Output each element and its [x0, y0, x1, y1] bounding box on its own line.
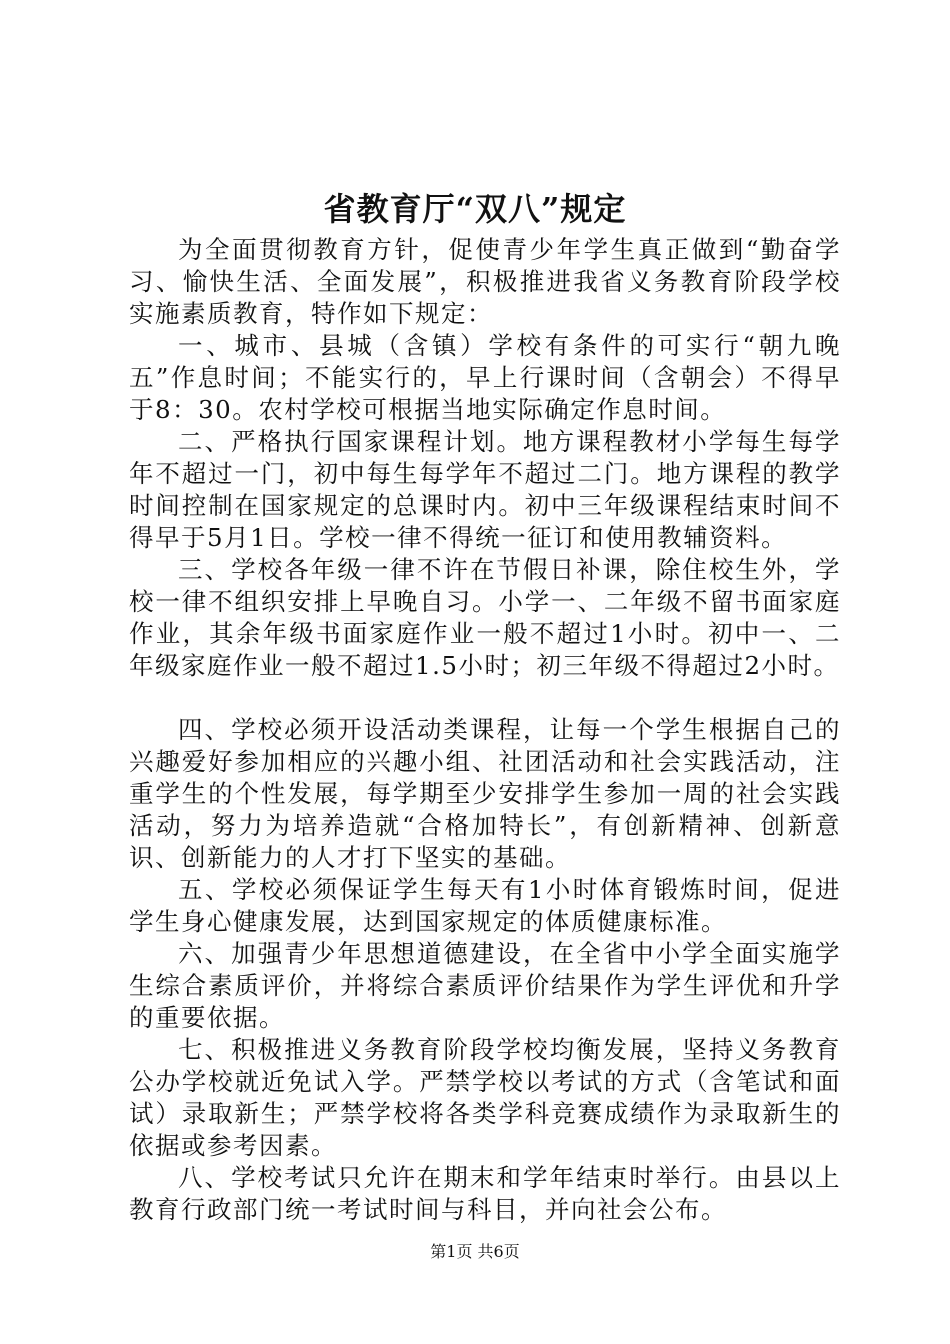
intro-paragraph: 为全面贯彻教育方针，促使青少年学生真正做到“勤奋学习、愉快生活、全面发展”，积极推进我省义务教育阶段学校实施素质教育，特作如下规定： [129, 235, 841, 328]
rule-paragraph-4: 四、学校必须开设活动类课程，让每一个学生根据自己的兴趣爱好参加相应的兴趣小组、社团活动和社会实践活动，注重学生的个性发展，每学期至少安排学生参加一周的社会实践活动，努力为培养造就“合格加特长”，有创新精神、创新意识、创新能力的人才打下坚实的基础。 [129, 715, 841, 872]
rule-paragraph-7: 七、积极推进义务教育阶段学校均衡发展，坚持义务教育公办学校就近免试入学。严禁学校以考试的方式（含笔试和面试）录取新生；严禁学校将各类学科竞赛成绩作为录取新生的依据或参考因素。 [129, 1035, 841, 1160]
rule-paragraph-8: 八、学校考试只允许在期末和学年结束时举行。由县以上教育行政部门统一考试时间与科目，并向社会公布。 [129, 1163, 841, 1224]
page-footer: 第1页 共6页 [430, 1242, 520, 1261]
document-body [129, 234, 841, 1226]
rule-paragraph-6: 六、加强青少年思想道德建设，在全省中小学全面实施学生综合素质评价，并将综合素质评价结果作为学生评优和升学的重要依据。 [129, 939, 841, 1032]
rule-paragraph-1: 一、城市、县城（含镇）学校有条件的可实行“朝九晚五”作息时间；不能实行的，早上行课时间（含朝会）不得早于8：30。农村学校可根据当地实际确定作息时间。 [129, 331, 841, 424]
document-title: 省教育厅“双八”规定 [323, 190, 627, 228]
rule-paragraph-5: 五、学校必须保证学生每天有1小时体育锻炼时间，促进学生身心健康发展，达到国家规定的体质健康标准。 [129, 875, 841, 936]
rule-paragraph-2: 二、严格执行国家课程计划。地方课程教材小学每生每学年不超过一门，初中每生每学年不超过二门。地方课程的教学时间控制在国家规定的总课时内。初中三年级课程结束时间不得早于5月1日。学校一律不得统一征订和使用教辅资料。 [129, 427, 841, 552]
rule-paragraph-3: 三、学校各年级一律不许在节假日补课，除住校生外，学校一律不组织安排上早晚自习。小学一、二年级不留书面家庭作业，其余年级书面家庭作业一般不超过1小时。初中一、二年级家庭作业一般不超过1.5小时；初三年级不得超过2小时。 [129, 555, 841, 680]
